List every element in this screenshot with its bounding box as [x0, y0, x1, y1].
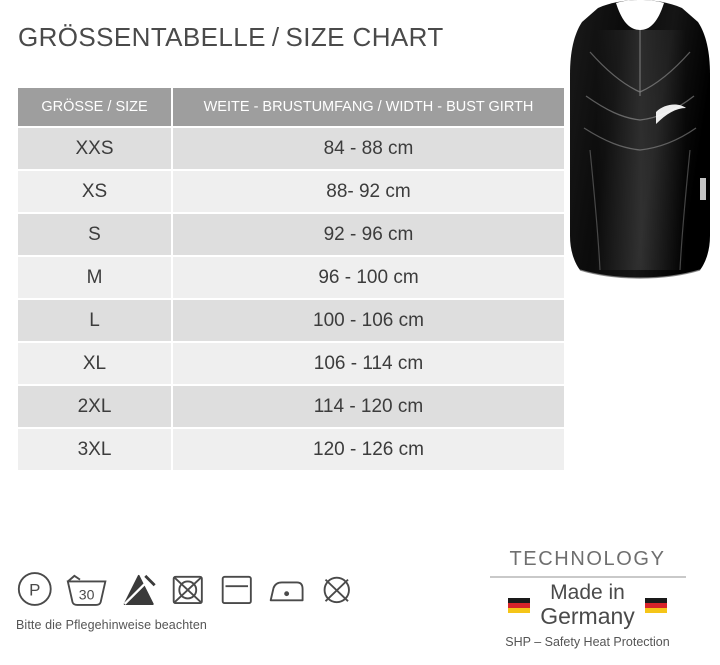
german-flag-right-icon	[645, 598, 667, 613]
cell-girth: 88- 92 cm	[173, 171, 564, 212]
technology-subtitle: SHP – Safety Heat Protection	[505, 635, 670, 650]
size-chart-table	[18, 88, 566, 470]
cell-size: S	[18, 214, 173, 255]
table-row	[18, 126, 566, 169]
black-sleeveless-vest-illustration	[560, 0, 720, 290]
care-note: Bitte die Pflegehinweise beachten	[16, 618, 207, 632]
product-image	[560, 0, 720, 290]
cell-size: 2XL	[18, 386, 173, 427]
table-row	[18, 384, 566, 427]
care-symbol-label: 30	[78, 586, 94, 603]
cell-size: XL	[18, 343, 173, 384]
table-header-size: GRÖSSE / SIZE	[18, 88, 173, 126]
table-row	[18, 427, 566, 470]
do-not-tumble-dry-icon	[169, 569, 207, 609]
cell-girth: 92 - 96 cm	[173, 214, 564, 255]
table-row	[18, 169, 566, 212]
technology-block	[470, 548, 705, 649]
technology-divider	[490, 576, 686, 578]
cell-girth: 120 - 126 cm	[173, 429, 564, 470]
cell-girth: 96 - 100 cm	[173, 257, 564, 298]
table-row	[18, 255, 566, 298]
table-row	[18, 298, 566, 341]
cell-girth: 114 - 120 cm	[173, 386, 564, 427]
care-label-tag	[700, 178, 706, 200]
table-header-row	[18, 88, 566, 126]
made-in-label: Made in	[550, 581, 625, 604]
cell-size: 3XL	[18, 429, 173, 470]
cell-size: XXS	[18, 128, 173, 169]
professional-wet-cleaning-icon	[16, 569, 54, 609]
cell-size: XS	[18, 171, 173, 212]
page-title-de: GRÖSSENTABELLE	[18, 22, 266, 52]
cell-size: L	[18, 300, 173, 341]
care-instructions	[16, 566, 356, 632]
cell-girth: 100 - 106 cm	[173, 300, 564, 341]
page-title	[18, 22, 444, 53]
do-not-bleach-icon	[119, 569, 158, 609]
table-row	[18, 212, 566, 255]
country-label: Germany	[540, 603, 635, 630]
cell-girth: 84 - 88 cm	[173, 128, 564, 169]
technology-title: TECHNOLOGY	[509, 548, 666, 570]
care-symbols-row	[16, 566, 356, 612]
care-symbol-label: P	[29, 580, 41, 600]
cell-size: M	[18, 257, 173, 298]
made-in-germany-text	[540, 582, 635, 628]
page-title-separator: /	[271, 22, 280, 52]
german-flag-left-icon	[508, 598, 530, 613]
iron-low-icon	[266, 569, 307, 609]
do-not-dry-clean-icon	[318, 569, 356, 609]
page-title-en: SIZE CHART	[285, 22, 444, 52]
table-row	[18, 341, 566, 384]
cell-girth: 106 - 114 cm	[173, 343, 564, 384]
table-header-girth: WEITE - BRUSTUMFANG / WIDTH - BUST GIRTH	[173, 88, 564, 126]
wash-30-icon	[65, 569, 108, 609]
dry-flat-icon	[218, 569, 256, 609]
vest-highlight	[596, 30, 686, 270]
made-in-germany-row	[470, 582, 705, 628]
